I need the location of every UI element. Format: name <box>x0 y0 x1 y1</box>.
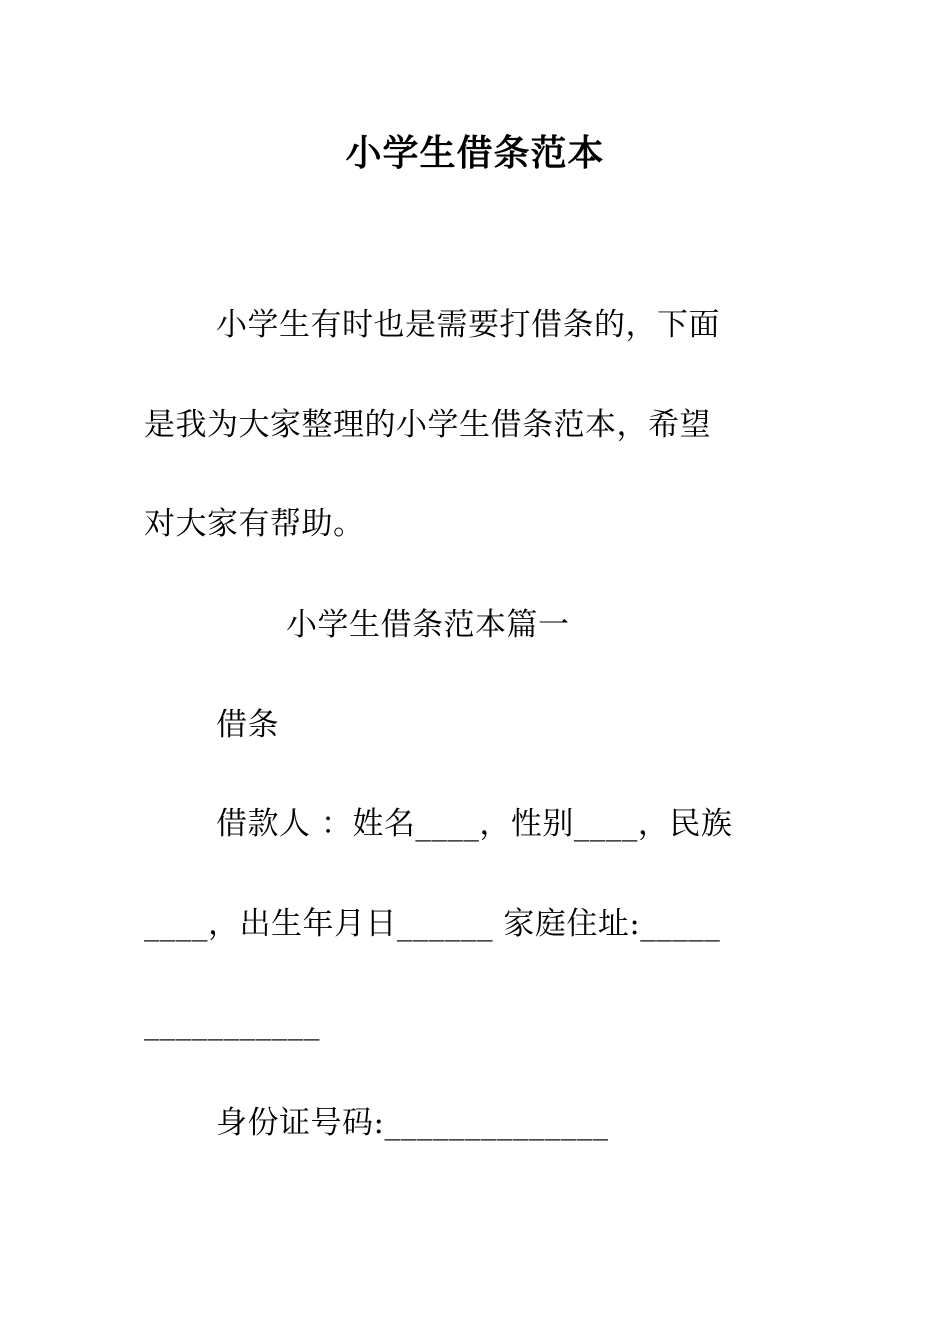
document-title: 小学生借条范本 <box>345 132 605 174</box>
section-heading: 小学生借条范本篇一 <box>286 607 570 643</box>
borrower-info-line-2: ____，出生年月日______ 家庭住址:_____ <box>144 906 721 942</box>
intro-line-3: 对大家有帮助。 <box>144 506 365 542</box>
address-blank-line: ___________ <box>144 1005 320 1041</box>
id-number-line: 身份证号码:______________ <box>216 1105 609 1141</box>
intro-line-1: 小学生有时也是需要打借条的，下面 <box>216 307 720 343</box>
note-title: 借条 <box>216 707 279 743</box>
borrower-info-line-1: 借款人 ：姓名____，性别____，民族 <box>216 806 733 842</box>
intro-line-2: 是我为大家整理的小学生借条范本，希望 <box>144 407 711 443</box>
